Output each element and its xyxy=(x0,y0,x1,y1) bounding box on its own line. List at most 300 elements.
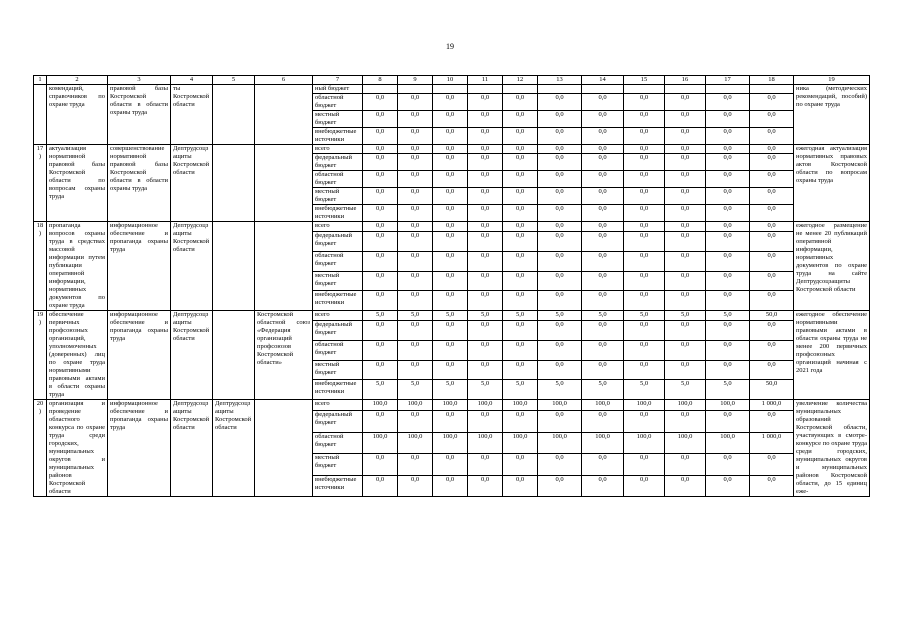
funding-value: 0,0 xyxy=(665,252,706,272)
funding-value: 0,0 xyxy=(706,271,750,291)
funding-source-label: местный бюджет xyxy=(313,111,363,128)
funding-value: 0,0 xyxy=(665,205,706,222)
funding-value xyxy=(665,85,706,94)
funding-value: 0,0 xyxy=(750,454,794,475)
funding-value: 0,0 xyxy=(706,154,750,171)
funding-value: 5,0 xyxy=(538,380,582,400)
funding-value: 0,0 xyxy=(398,232,433,252)
column-number: 1 xyxy=(34,76,47,85)
funding-value xyxy=(750,85,794,94)
funding-value: 100,0 xyxy=(468,432,503,453)
funding-value: 0,0 xyxy=(398,171,433,188)
funding-value: 0,0 xyxy=(503,321,538,341)
funding-value: 0,0 xyxy=(363,145,398,154)
funding-value: 0,0 xyxy=(706,111,750,128)
funding-value: 0,0 xyxy=(582,271,624,291)
funding-value: 0,0 xyxy=(398,188,433,205)
activity-co-executor xyxy=(213,85,255,145)
activity-executor: Дептрудсоцзащиты Костромской области xyxy=(171,311,213,400)
funding-source-label: всего xyxy=(313,145,363,154)
funding-value: 0,0 xyxy=(503,291,538,311)
funding-value: 0,0 xyxy=(538,475,582,496)
funding-source-label: местный бюджет xyxy=(313,188,363,205)
funding-value: 0,0 xyxy=(582,475,624,496)
column-number-row xyxy=(34,76,870,85)
funding-value: 0,0 xyxy=(582,111,624,128)
funding-source-label: всего xyxy=(313,400,363,411)
funding-value: 0,0 xyxy=(363,475,398,496)
funding-value: 0,0 xyxy=(363,411,398,432)
funding-value: 0,0 xyxy=(750,188,794,205)
funding-value: 0,0 xyxy=(503,94,538,111)
funding-value xyxy=(468,85,503,94)
funding-source-label: внебюджетные источники xyxy=(313,380,363,400)
funding-value: 0,0 xyxy=(468,222,503,232)
funding-value: 5,0 xyxy=(398,311,433,321)
funding-value: 0,0 xyxy=(468,454,503,475)
funding-value: 0,0 xyxy=(398,145,433,154)
expected-result: ника (методических рекомендаций, пособий) по охране труда xyxy=(794,85,870,145)
funding-value: 0,0 xyxy=(624,188,665,205)
funding-value: 0,0 xyxy=(538,321,582,341)
funding-value: 0,0 xyxy=(624,360,665,380)
funding-source-label: местный бюджет xyxy=(313,454,363,475)
column-number: 13 xyxy=(538,76,582,85)
funding-value: 100,0 xyxy=(433,432,468,453)
funding-source-label: местный бюджет xyxy=(313,360,363,380)
funding-value: 0,0 xyxy=(503,411,538,432)
funding-value: 0,0 xyxy=(363,341,398,361)
funding-value: 0,0 xyxy=(665,475,706,496)
funding-value: 1 000,0 xyxy=(750,432,794,453)
expected-result: ежегодное размещение не менее 20 публикаций оперативной информации, нормативных документов по охране труда на сайте Дептрудсоцзащиты Костромской области xyxy=(794,222,870,311)
funding-value: 0,0 xyxy=(582,145,624,154)
funding-value: 100,0 xyxy=(398,400,433,411)
funding-value: 5,0 xyxy=(706,380,750,400)
funding-value: 0,0 xyxy=(503,360,538,380)
activity-number: 18) xyxy=(34,222,47,311)
funding-value: 100,0 xyxy=(363,432,398,453)
funding-value: 0,0 xyxy=(398,454,433,475)
funding-value: 0,0 xyxy=(750,222,794,232)
funding-value: 0,0 xyxy=(665,271,706,291)
funding-value: 0,0 xyxy=(582,291,624,311)
funding-value: 0,0 xyxy=(624,252,665,272)
funding-source-label: всего xyxy=(313,222,363,232)
funding-value: 0,0 xyxy=(398,222,433,232)
funding-value: 0,0 xyxy=(468,94,503,111)
program-activities-table xyxy=(33,75,870,497)
activity-participants xyxy=(255,85,313,145)
column-number: 9 xyxy=(398,76,433,85)
funding-value: 5,0 xyxy=(363,311,398,321)
funding-value: 0,0 xyxy=(433,205,468,222)
activity-goal: информационное обеспечение и пропаганда охраны труда xyxy=(108,222,171,311)
funding-value: 0,0 xyxy=(468,145,503,154)
funding-value: 100,0 xyxy=(538,400,582,411)
funding-value: 0,0 xyxy=(538,171,582,188)
activity-executor: Дептрудсоцзащиты Костромской области xyxy=(171,222,213,311)
expected-result: увеличение количества муниципальных образований Костромской области, участвующих в смотре-конкурсе по охране труда среди городских, муниципальных округов и муниципальных районов Костромской области, до 15 единиц еже- xyxy=(794,400,870,497)
funding-value xyxy=(538,85,582,94)
activity-participants xyxy=(255,400,313,497)
activity-executor: Дептрудсоцзащиты Костромской области xyxy=(171,145,213,222)
activity-name: актуализация нормативной правовой базы Костромской области по вопросам охраны труда xyxy=(47,145,108,222)
funding-value: 0,0 xyxy=(363,252,398,272)
funding-value: 0,0 xyxy=(665,321,706,341)
funding-value: 0,0 xyxy=(665,145,706,154)
column-number: 10 xyxy=(433,76,468,85)
funding-value: 0,0 xyxy=(433,94,468,111)
funding-value: 0,0 xyxy=(433,154,468,171)
funding-value: 0,0 xyxy=(624,128,665,145)
funding-value: 0,0 xyxy=(363,232,398,252)
funding-value: 0,0 xyxy=(398,154,433,171)
funding-value: 0,0 xyxy=(503,252,538,272)
funding-source-label: внебюджетные источники xyxy=(313,205,363,222)
activity-name: обеспечение первичных профсоюзных организаций, уполномоченных (доверенных) лиц по охране труда нормативными правовыми актами в области охраны труда xyxy=(47,311,108,400)
funding-source-label: областной бюджет xyxy=(313,341,363,361)
funding-value: 0,0 xyxy=(398,205,433,222)
funding-value: 0,0 xyxy=(433,271,468,291)
funding-value: 0,0 xyxy=(665,171,706,188)
funding-value: 5,0 xyxy=(665,311,706,321)
funding-value: 0,0 xyxy=(468,232,503,252)
funding-value: 0,0 xyxy=(503,341,538,361)
funding-value: 0,0 xyxy=(665,154,706,171)
funding-value: 5,0 xyxy=(706,311,750,321)
funding-value: 0,0 xyxy=(433,475,468,496)
funding-value: 0,0 xyxy=(398,341,433,361)
funding-value: 0,0 xyxy=(433,145,468,154)
funding-source-label: федеральный бюджет xyxy=(313,411,363,432)
funding-value: 0,0 xyxy=(582,341,624,361)
funding-value: 100,0 xyxy=(706,432,750,453)
funding-value xyxy=(398,85,433,94)
funding-value: 5,0 xyxy=(582,380,624,400)
column-number: 14 xyxy=(582,76,624,85)
funding-value: 0,0 xyxy=(538,360,582,380)
funding-value: 0,0 xyxy=(363,222,398,232)
funding-value: 0,0 xyxy=(468,128,503,145)
funding-value: 0,0 xyxy=(706,188,750,205)
funding-value: 0,0 xyxy=(363,154,398,171)
funding-value: 0,0 xyxy=(706,360,750,380)
funding-value: 0,0 xyxy=(624,154,665,171)
funding-value: 0,0 xyxy=(706,145,750,154)
funding-value: 0,0 xyxy=(665,232,706,252)
funding-value: 0,0 xyxy=(624,222,665,232)
funding-value: 0,0 xyxy=(706,321,750,341)
funding-value: 0,0 xyxy=(750,271,794,291)
funding-source-label: областной бюджет xyxy=(313,432,363,453)
funding-value: 0,0 xyxy=(750,205,794,222)
funding-value: 5,0 xyxy=(363,380,398,400)
funding-value: 0,0 xyxy=(706,232,750,252)
funding-value: 50,0 xyxy=(750,311,794,321)
activity-name: пропаганда вопросов охраны труда в средствах массовой информации путем публикации оперативной информации, нормативных документов по охране труда xyxy=(47,222,108,311)
funding-value: 0,0 xyxy=(398,252,433,272)
funding-value: 0,0 xyxy=(624,411,665,432)
funding-value: 0,0 xyxy=(433,291,468,311)
funding-value: 0,0 xyxy=(363,205,398,222)
column-number: 19 xyxy=(794,76,870,85)
activity-executor: Дептрудсоцзащиты Костромской области xyxy=(171,400,213,497)
activity-name: комендаций, справочников по охране труда xyxy=(47,85,108,145)
funding-value: 0,0 xyxy=(665,411,706,432)
funding-value: 0,0 xyxy=(468,111,503,128)
activity-name: организация и проведение областного конкурса по охране труда среди городских, муниципальных округов и муниципальных районов Костромской области xyxy=(47,400,108,497)
funding-value xyxy=(706,85,750,94)
funding-value: 100,0 xyxy=(538,432,582,453)
activity-number: 20) xyxy=(34,400,47,497)
funding-value: 0,0 xyxy=(363,128,398,145)
funding-value: 5,0 xyxy=(503,311,538,321)
funding-value: 0,0 xyxy=(624,205,665,222)
funding-value: 100,0 xyxy=(398,432,433,453)
funding-value: 0,0 xyxy=(503,171,538,188)
funding-value: 0,0 xyxy=(665,454,706,475)
funding-value: 100,0 xyxy=(665,432,706,453)
activity-number xyxy=(34,85,47,145)
funding-value: 0,0 xyxy=(750,341,794,361)
funding-value: 0,0 xyxy=(582,128,624,145)
funding-value: 0,0 xyxy=(665,341,706,361)
activity-participants xyxy=(255,222,313,311)
funding-source-label: федеральный бюджет xyxy=(313,154,363,171)
funding-value: 0,0 xyxy=(363,360,398,380)
funding-value: 0,0 xyxy=(750,171,794,188)
funding-value: 0,0 xyxy=(538,154,582,171)
funding-value: 0,0 xyxy=(433,360,468,380)
funding-value: 0,0 xyxy=(665,222,706,232)
column-number: 15 xyxy=(624,76,665,85)
funding-value: 0,0 xyxy=(750,145,794,154)
funding-value: 0,0 xyxy=(624,94,665,111)
funding-value: 5,0 xyxy=(433,380,468,400)
funding-value: 5,0 xyxy=(582,311,624,321)
funding-value: 100,0 xyxy=(582,400,624,411)
funding-value: 0,0 xyxy=(503,111,538,128)
funding-value xyxy=(363,85,398,94)
funding-value: 0,0 xyxy=(363,321,398,341)
expected-result: ежегодная актуализация нормативных правовых актов Костромской области по вопросам охраны труда xyxy=(794,145,870,222)
activity-goal: информационное обеспечение и пропаганда охраны труда xyxy=(108,311,171,400)
funding-value: 0,0 xyxy=(433,454,468,475)
table-row xyxy=(34,85,870,94)
funding-value: 50,0 xyxy=(750,380,794,400)
funding-value: 5,0 xyxy=(433,311,468,321)
column-number: 3 xyxy=(108,76,171,85)
funding-value: 0,0 xyxy=(538,128,582,145)
funding-value: 0,0 xyxy=(706,411,750,432)
funding-source-label: внебюджетные источники xyxy=(313,475,363,496)
activity-co-executor xyxy=(213,222,255,311)
funding-value: 5,0 xyxy=(503,380,538,400)
funding-source-label: внебюджетные источники xyxy=(313,128,363,145)
funding-value: 100,0 xyxy=(582,432,624,453)
funding-value: 0,0 xyxy=(468,360,503,380)
funding-value: 0,0 xyxy=(582,454,624,475)
funding-value: 0,0 xyxy=(363,454,398,475)
funding-value: 0,0 xyxy=(503,222,538,232)
funding-value: 0,0 xyxy=(538,111,582,128)
funding-value: 0,0 xyxy=(433,321,468,341)
funding-source-label: внебюджетные источники xyxy=(313,291,363,311)
funding-value: 0,0 xyxy=(624,145,665,154)
funding-value: 0,0 xyxy=(706,222,750,232)
funding-value: 0,0 xyxy=(582,154,624,171)
funding-value: 0,0 xyxy=(706,252,750,272)
funding-value: 0,0 xyxy=(398,360,433,380)
funding-value: 100,0 xyxy=(503,432,538,453)
funding-value: 0,0 xyxy=(750,232,794,252)
funding-value: 0,0 xyxy=(468,154,503,171)
table-row xyxy=(34,400,870,411)
column-number: 12 xyxy=(503,76,538,85)
funding-value: 0,0 xyxy=(706,128,750,145)
funding-value: 0,0 xyxy=(468,321,503,341)
funding-source-label: федеральный бюджет xyxy=(313,321,363,341)
funding-value: 0,0 xyxy=(433,411,468,432)
funding-value: 5,0 xyxy=(624,380,665,400)
funding-value: 0,0 xyxy=(624,291,665,311)
funding-value: 5,0 xyxy=(665,380,706,400)
column-number: 2 xyxy=(47,76,108,85)
funding-value: 0,0 xyxy=(398,411,433,432)
funding-value: 0,0 xyxy=(665,128,706,145)
funding-value: 0,0 xyxy=(468,252,503,272)
funding-value: 0,0 xyxy=(538,222,582,232)
funding-value: 5,0 xyxy=(624,311,665,321)
funding-value: 0,0 xyxy=(750,252,794,272)
column-number: 4 xyxy=(171,76,213,85)
activity-number: 19) xyxy=(34,311,47,400)
funding-value: 0,0 xyxy=(363,188,398,205)
activity-participants xyxy=(255,145,313,222)
column-number: 8 xyxy=(363,76,398,85)
funding-value: 0,0 xyxy=(582,188,624,205)
funding-source-label: ный бюджет xyxy=(313,85,363,94)
funding-value: 0,0 xyxy=(706,291,750,311)
funding-value: 0,0 xyxy=(582,94,624,111)
funding-value: 0,0 xyxy=(538,271,582,291)
funding-value: 5,0 xyxy=(398,380,433,400)
funding-value: 0,0 xyxy=(582,232,624,252)
funding-source-label: областной бюджет xyxy=(313,171,363,188)
table-row xyxy=(34,145,870,154)
funding-value: 0,0 xyxy=(503,475,538,496)
funding-value: 0,0 xyxy=(624,341,665,361)
funding-value: 0,0 xyxy=(503,454,538,475)
funding-value: 0,0 xyxy=(503,128,538,145)
funding-value: 0,0 xyxy=(582,321,624,341)
funding-source-label: областной бюджет xyxy=(313,94,363,111)
column-number: 17 xyxy=(706,76,750,85)
funding-value xyxy=(433,85,468,94)
funding-value: 1 000,0 xyxy=(750,400,794,411)
funding-value: 0,0 xyxy=(750,128,794,145)
funding-value: 5,0 xyxy=(468,380,503,400)
funding-value: 0,0 xyxy=(750,360,794,380)
funding-value: 0,0 xyxy=(433,111,468,128)
funding-value: 0,0 xyxy=(538,291,582,311)
funding-value: 0,0 xyxy=(433,252,468,272)
funding-value: 0,0 xyxy=(468,475,503,496)
funding-value: 0,0 xyxy=(468,188,503,205)
funding-value: 0,0 xyxy=(538,145,582,154)
activity-participants: Костромской областной союз «Федерация организаций профсоюзов Костромской области» xyxy=(255,311,313,400)
funding-value xyxy=(624,85,665,94)
activity-executor: ты Костромской области xyxy=(171,85,213,145)
funding-value: 0,0 xyxy=(665,111,706,128)
funding-value: 0,0 xyxy=(706,171,750,188)
funding-value: 0,0 xyxy=(538,188,582,205)
funding-value: 0,0 xyxy=(538,411,582,432)
activity-goal: правовой базы Костромской области в области охраны труда xyxy=(108,85,171,145)
activity-number: 17) xyxy=(34,145,47,222)
funding-value: 0,0 xyxy=(624,321,665,341)
funding-source-label: областной бюджет xyxy=(313,252,363,272)
funding-value: 0,0 xyxy=(706,205,750,222)
funding-source-label: всего xyxy=(313,311,363,321)
funding-value: 0,0 xyxy=(398,128,433,145)
funding-value: 0,0 xyxy=(398,94,433,111)
funding-value: 100,0 xyxy=(468,400,503,411)
funding-value: 0,0 xyxy=(538,341,582,361)
funding-value: 0,0 xyxy=(433,171,468,188)
funding-value: 100,0 xyxy=(433,400,468,411)
table-row xyxy=(34,311,870,321)
funding-value: 0,0 xyxy=(624,271,665,291)
table-row xyxy=(34,222,870,232)
funding-value: 0,0 xyxy=(363,171,398,188)
funding-value: 0,0 xyxy=(503,232,538,252)
funding-value: 0,0 xyxy=(398,271,433,291)
funding-value: 0,0 xyxy=(503,205,538,222)
funding-value: 0,0 xyxy=(582,205,624,222)
funding-value: 0,0 xyxy=(750,411,794,432)
funding-value: 0,0 xyxy=(665,188,706,205)
funding-value: 0,0 xyxy=(706,94,750,111)
funding-value: 0,0 xyxy=(582,222,624,232)
funding-value: 0,0 xyxy=(624,111,665,128)
column-number: 5 xyxy=(213,76,255,85)
funding-source-label: местный бюджет xyxy=(313,271,363,291)
activity-goal: информационное обеспечение и пропаганда охраны труда xyxy=(108,400,171,497)
funding-value: 0,0 xyxy=(538,232,582,252)
funding-value: 0,0 xyxy=(468,271,503,291)
funding-value: 0,0 xyxy=(503,188,538,205)
funding-value: 100,0 xyxy=(624,432,665,453)
funding-value: 0,0 xyxy=(582,252,624,272)
funding-value: 0,0 xyxy=(468,205,503,222)
page-number: 19 xyxy=(446,42,454,51)
funding-value: 0,0 xyxy=(363,94,398,111)
funding-value: 5,0 xyxy=(468,311,503,321)
funding-value: 0,0 xyxy=(750,111,794,128)
column-number: 18 xyxy=(750,76,794,85)
funding-value: 0,0 xyxy=(665,360,706,380)
funding-value: 0,0 xyxy=(503,154,538,171)
funding-value: 0,0 xyxy=(706,475,750,496)
funding-value: 100,0 xyxy=(363,400,398,411)
funding-value: 0,0 xyxy=(750,291,794,311)
funding-value: 0,0 xyxy=(750,94,794,111)
funding-value: 0,0 xyxy=(582,171,624,188)
funding-value: 0,0 xyxy=(468,341,503,361)
funding-value: 0,0 xyxy=(624,232,665,252)
